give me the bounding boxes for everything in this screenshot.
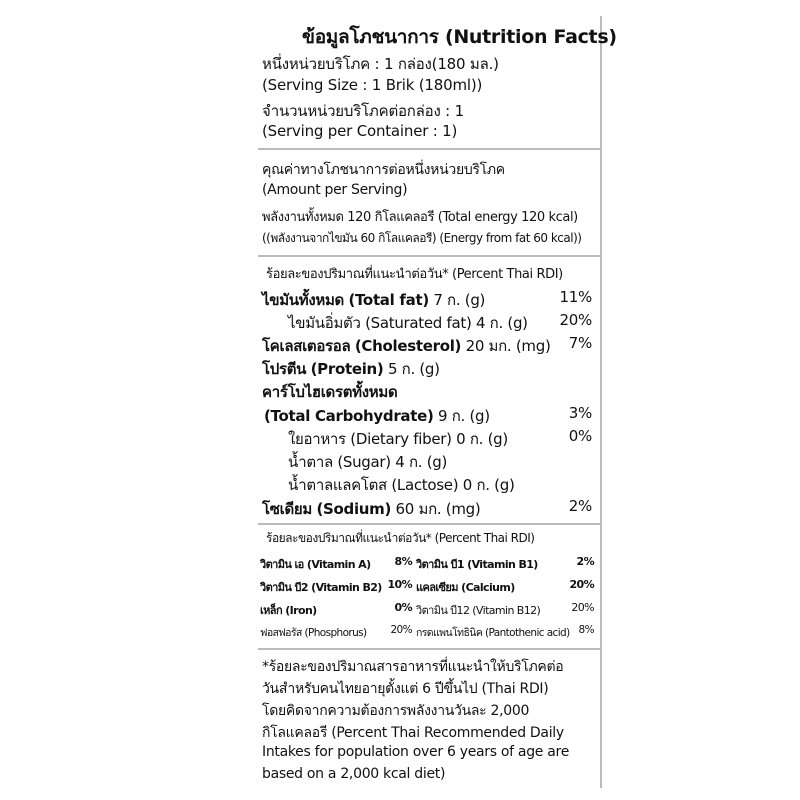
vitamin-a-label: วิตามิน เอ (Vitamin A) [260, 558, 371, 571]
vitamin-b12-label: วิตามิน บี12 (Vitamin B12) [416, 604, 541, 617]
nutrient-name-en: (Protein) [310, 360, 384, 378]
vitamin-b12-percent: 20% [571, 601, 594, 614]
nutrient-name-th: ไขมันทั้งหมด [262, 291, 344, 309]
vitamin-b2-label: วิตามิน บี2 (Vitamin B2) [260, 581, 382, 594]
nutrient-amount: 0 ก. (g) [456, 430, 508, 448]
nutrient-amount: 0 ก. (g) [462, 476, 515, 494]
nutrient-amount: 9 ก. (g) [438, 407, 490, 425]
footnote-line: *ร้อยละของปริมาณสารอาหารที่แนะนำให้บริโภคต่อ [262, 659, 564, 675]
nutrient-name-en: (Sodium) [316, 500, 392, 518]
nutrient-name-en: (Saturated fat) [365, 314, 472, 332]
nutrient-name-en: (Total Carbohydrate) [264, 407, 434, 425]
nutrient-name-th: โปรตีน [262, 360, 307, 378]
pantothenic-acid-percent: 8% [578, 624, 594, 636]
energy-from-fat: ((พลังงานจากไขมัน 60 กิโลแคลอรี) (Energy from fat 60 kcal)) [262, 231, 582, 245]
nutrient-name-en: (Sugar) [337, 453, 391, 471]
nutrient-percent: 7% [568, 334, 592, 352]
vitamin-b1-label: วิตามิน บี1 (Vitamin B1) [416, 558, 538, 571]
nutrient-amount: 60 มก. (mg) [395, 500, 481, 518]
nutrient-amount: 7 ก. (g) [433, 291, 486, 309]
footnote-line: วันสำหรับคนไทยอายุตั้งแต่ 6 ปีขึ้นไป (Thai RDI) [262, 681, 549, 697]
vitamin-rdi-header: ร้อยละของปริมาณที่แนะนำต่อวัน* (Percent Thai RDI) [266, 531, 535, 545]
vitamin-b1-percent: 2% [576, 555, 594, 568]
iron-label: เหล็ก (Iron) [260, 604, 317, 617]
nutrient-name-th: โคเลสเตอรอล [262, 337, 351, 355]
nutrient-name-th: น้ำตาล [288, 453, 333, 471]
nutrient-amount: 4 ก. (g) [475, 314, 528, 332]
servings-per-container-en: (Serving per Container : 1) [262, 122, 458, 140]
nutrient-name-th: โซเดียม [262, 500, 312, 518]
nutrient-amount: 4 ก. (g) [395, 453, 448, 471]
divider [258, 648, 600, 650]
amount-header-en: (Amount per Serving) [262, 182, 408, 198]
footnote-line: โดยคิดจากความต้องการพลังงานวันละ 2,000 [262, 703, 530, 719]
nutrient-name-en: (Total fat) [348, 291, 429, 309]
calcium-label: แคลเซียม (Calcium) [416, 581, 515, 594]
footnote-line: based on a 2,000 kcal diet) [262, 766, 446, 782]
phosphorus-percent: 20% [390, 624, 412, 636]
nutrient-name-th: ไขมันอิ่มตัว [288, 314, 361, 332]
serving-size-th: หนึ่งหน่วยบริโภค : 1 กล่อง(180 มล.) [262, 55, 499, 73]
pantothenic-acid-label: กรดแพนโทธินิค (Pantothenic acid) [416, 627, 570, 639]
phosphorus-label: ฟอสฟอรัส (Phosphorus) [260, 627, 367, 639]
serving-size-en: (Serving Size : 1 Brik (180ml)) [262, 76, 483, 94]
nutrient-name-en: (Cholesterol) [354, 337, 462, 355]
total-energy: พลังงานทั้งหมด 120 กิโลแคลอรี (Total energy 120 kcal) [262, 210, 578, 225]
calcium-percent: 20% [569, 578, 594, 591]
nutrient-percent: 0% [568, 427, 592, 445]
nutrient-name-en: (Lactose) [391, 476, 459, 494]
nutrition-facts-label [258, 16, 617, 788]
nutrient-name-th: คาร์โบไฮเดรตทั้งหมด [262, 383, 398, 401]
nutrient-percent: 20% [559, 311, 592, 329]
vitamin-a-percent: 8% [394, 555, 412, 568]
nutrient-percent: 3% [568, 404, 592, 422]
nutrient-name-en: (Dietary fiber) [350, 430, 452, 448]
footnote-line: กิโลแคลอรี (Percent Thai Recommended Daily [262, 725, 564, 741]
divider [258, 523, 600, 525]
divider [258, 148, 600, 150]
nutrient-amount: 5 ก. (g) [387, 360, 440, 378]
rdi-header: ร้อยละของปริมาณที่แนะนำต่อวัน* (Percent Thai RDI) [266, 267, 563, 282]
nutrient-name-th: ใยอาหาร [288, 430, 346, 448]
nutrient-amount: 20 มก. (mg) [465, 337, 551, 355]
label-title: ข้อมูลโภชนาการ (Nutrition Facts) [302, 26, 617, 48]
servings-per-container-th: จำนวนหน่วยบริโภคต่อกล่อง : 1 [262, 102, 464, 120]
nutrient-percent: 11% [559, 288, 592, 306]
nutrient-name-th: น้ำตาลแลคโตส [288, 476, 387, 494]
iron-percent: 0% [394, 601, 412, 614]
amount-header-th: คุณค่าทางโภชนาการต่อหนึ่งหน่วยบริโภค [262, 162, 505, 178]
nutrient-percent: 2% [568, 497, 592, 515]
divider [258, 255, 600, 257]
vitamin-b2-percent: 10% [387, 578, 412, 591]
footnote-line: Intakes for population over 6 years of age are [262, 744, 570, 760]
